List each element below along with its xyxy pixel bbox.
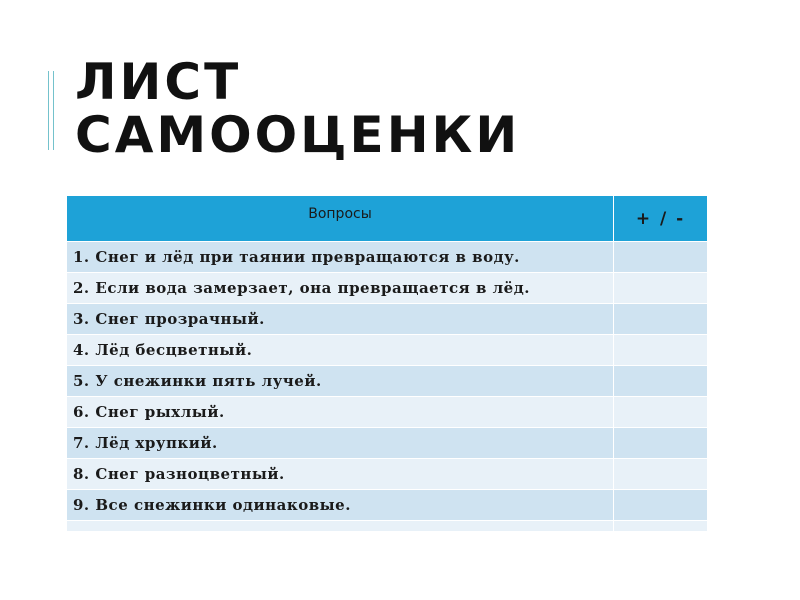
mark-cell[interactable] bbox=[614, 242, 708, 273]
accent-line-right bbox=[53, 71, 54, 150]
mark-cell[interactable] bbox=[614, 273, 708, 304]
table-row bbox=[67, 304, 708, 335]
mark-cell[interactable] bbox=[614, 490, 708, 521]
title-line-1: ЛИСТ bbox=[75, 53, 242, 111]
question-cell: 2. Если вода замерзает, она превращается в лёд. bbox=[67, 273, 614, 304]
table-header-row bbox=[67, 196, 708, 242]
mark-cell[interactable] bbox=[614, 459, 708, 490]
question-cell: 4. Лёд бесцветный. bbox=[67, 335, 614, 366]
title-line-2: САМООЦЕНКИ bbox=[75, 106, 521, 164]
table-row bbox=[67, 366, 708, 397]
table-row bbox=[67, 428, 708, 459]
question-cell: 8. Снег разноцветный. bbox=[67, 459, 614, 490]
accent-line-left bbox=[48, 71, 49, 150]
page-title bbox=[75, 53, 521, 164]
mark-cell[interactable] bbox=[614, 428, 708, 459]
column-header-questions: Вопросы bbox=[67, 196, 614, 242]
table-row bbox=[67, 242, 708, 273]
question-cell: 6. Снег рыхлый. bbox=[67, 397, 614, 428]
question-cell: 5. У снежинки пять лучей. bbox=[67, 366, 614, 397]
table-row bbox=[67, 397, 708, 428]
table-row bbox=[67, 459, 708, 490]
self-assessment-table bbox=[66, 195, 708, 532]
table-row-partial bbox=[67, 521, 708, 532]
mark-cell[interactable] bbox=[614, 335, 708, 366]
table-row bbox=[67, 335, 708, 366]
question-cell: 1. Снег и лёд при таянии превращаются в воду. bbox=[67, 242, 614, 273]
table-row bbox=[67, 273, 708, 304]
question-cell-partial bbox=[67, 521, 614, 532]
question-cell: 9. Все снежинки одинаковые. bbox=[67, 490, 614, 521]
table-row bbox=[67, 490, 708, 521]
mark-cell-partial bbox=[614, 521, 708, 532]
mark-cell[interactable] bbox=[614, 304, 708, 335]
mark-cell[interactable] bbox=[614, 397, 708, 428]
column-header-mark: + / - bbox=[614, 196, 708, 242]
question-cell: 3. Снег прозрачный. bbox=[67, 304, 614, 335]
question-cell: 7. Лёд хрупкий. bbox=[67, 428, 614, 459]
mark-cell[interactable] bbox=[614, 366, 708, 397]
